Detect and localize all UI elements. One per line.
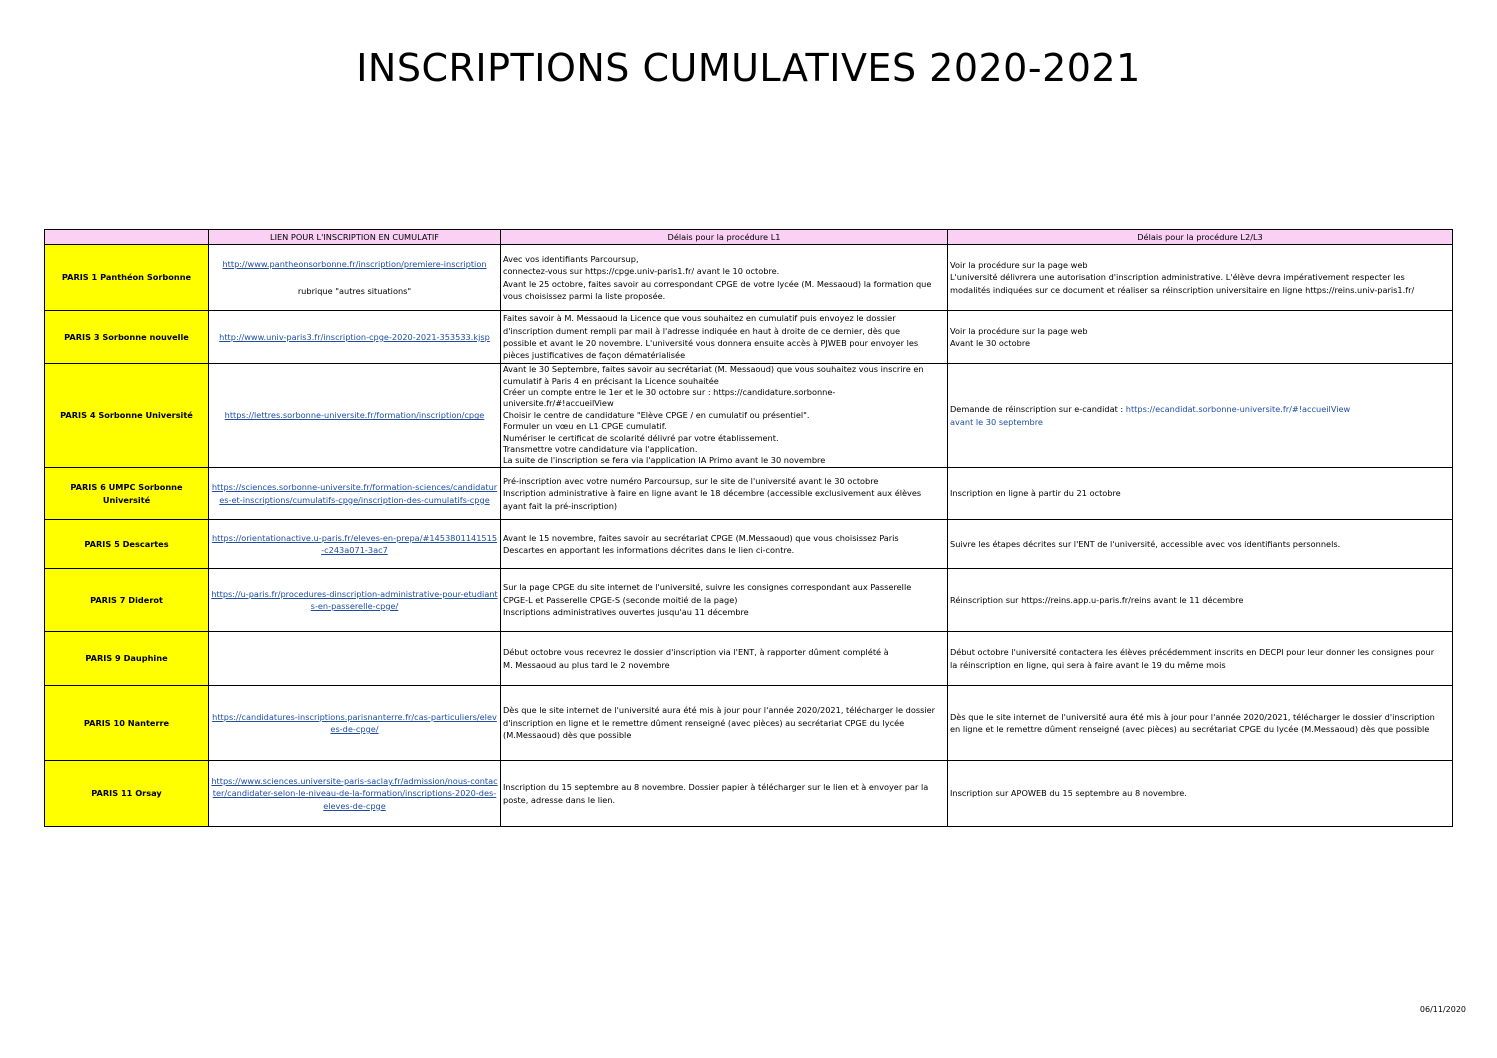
inscription-link[interactable]: https://sciences.sorbonne-universite.fr/formation-sciences/candidatures-et-inscriptions/cumulatifs-cpge/inscription-des-cumulatifs-cpge <box>211 482 498 505</box>
text-line: Faites savoir à M. Messaoud la Licence que vous souhaitez en cumulatif puis envoyez le dossier <box>503 313 896 324</box>
text-line: en ligne et le remettre dûment renseigné (avec pièces) au secrétariat CPGE du lycée (M.Messaoud) dès que possible <box>950 724 1430 734</box>
text-line: Numériser le certificat de scolarité délivré par votre établissement. <box>503 432 779 443</box>
table-row <box>45 468 1453 520</box>
text-line: Voir la procédure sur la page web <box>950 325 1088 336</box>
text-line: d'inscription dument rempli par mail à l'adresse indiquée en haut à droite de ce dernier, dès que <box>503 325 901 336</box>
text-line: la réinscription en ligne, qui sera à faire avant le 19 du même mois <box>950 659 1226 670</box>
text-line: poste, adresse dans le lien. <box>503 794 616 805</box>
footer-date: 06/11/2020 <box>1419 1005 1466 1014</box>
ecandidat-link[interactable]: https://ecandidat.sorbonne-universite.fr/#!accueilView <box>1125 404 1351 415</box>
table-row <box>45 761 1453 827</box>
text-line: d'inscription en ligne et le remettre dûment renseigné (avec pièces) au secrétariat CPGE du lycée <box>503 717 905 728</box>
text-line: Avant le 25 octobre, faites savoir au correspondant CPGE de votre lycée (M. Messaoud) la formation que <box>503 278 932 289</box>
header-link: LIEN POUR L'INSCRIPTION EN CUMULATIF <box>209 230 501 245</box>
university-name: PARIS 11 Orsay <box>45 761 209 827</box>
l23-cell <box>948 364 1453 468</box>
university-name: PARIS 5 Descartes <box>45 520 209 569</box>
text-line: Inscription du 15 septembre au 8 novembre. Dossier papier à télécharger sur le lien et à envoyer par la <box>503 782 929 793</box>
link-cell <box>209 686 501 761</box>
inscription-link[interactable]: https://www.sciences.universite-paris-saclay.fr/admission/nous-contacter/candidater-selon-le-niveau-de-la-formation/inscriptions-2020-des-eleves-de-cpge <box>211 775 498 811</box>
link-cell <box>209 364 501 468</box>
university-name: PARIS 9 Dauphine <box>45 632 209 686</box>
text-line: Choisir le centre de candidature "Elève CPGE / en cumulatif ou présentiel". <box>503 409 810 420</box>
text-line: possible et avant le 20 novembre. L'université vous donnera ensuite accès à PJWEB pour envoyer les <box>503 338 919 348</box>
l1-cell <box>501 569 948 632</box>
text-line: Début octobre l'université contactera les élèves précédemment inscrits en DECPI pour leur donner les consignes pour <box>950 647 1435 658</box>
l23-cell <box>948 686 1453 761</box>
l1-cell <box>501 632 948 686</box>
university-name: PARIS 1 Panthéon Sorbonne <box>45 245 209 311</box>
inscription-link[interactable]: http://www.univ-paris3.fr/inscription-cpge-2020-2021-353533.kjsp <box>219 331 490 342</box>
university-name: PARIS 10 Nanterre <box>45 686 209 761</box>
l1-cell <box>501 686 948 761</box>
university-name: PARIS 4 Sorbonne Université <box>45 364 209 468</box>
university-name: PARIS 7 Diderot <box>45 569 209 632</box>
text-line: Créer un compte entre le 1er et le 30 octobre sur : https://candidature.sorbonne- <box>503 386 836 397</box>
text-line: Sur la page CPGE du site internet de l'université, suivre les consignes correspondant aux Passerelle <box>503 582 912 593</box>
text-line: M. Messaoud au plus tard le 2 novembre <box>503 659 670 670</box>
link-note: rubrique "autres situations" <box>297 285 412 296</box>
university-name: PARIS 3 Sorbonne nouvelle <box>45 311 209 364</box>
text-line: avant le 30 septembre <box>950 416 1043 427</box>
l23-cell <box>948 468 1453 520</box>
link-cell <box>209 311 501 364</box>
text-line: Inscription administrative à faire en ligne avant le 18 décembre (accessible exclusivement aux élèves <box>503 488 922 499</box>
text-line: connectez-vous sur https://cpge.univ-paris1.fr/ avant le 10 octobre. <box>503 266 780 277</box>
l1-cell <box>501 364 948 468</box>
text-line: L'université délivrera une autorisation d'inscription administrative. L'élève devra impérativement respecter les <box>950 272 1405 283</box>
text-line: Dès que le site internet de l'université aura été mis à jour pour l'année 2020/2021, télécharger le dossier <box>503 705 936 716</box>
link-cell <box>209 468 501 520</box>
inscription-link[interactable]: https://u-paris.fr/procedures-dinscription-administrative-pour-etudiants-en-passerelle-cpge/ <box>211 588 498 611</box>
l1-cell <box>501 245 948 311</box>
text-line: Descartes en apportant les informations décrites dans le lien ci-contre. <box>503 545 795 555</box>
text-line: cumulatif à Paris 4 en précisant la Licence souhaitée <box>503 375 719 386</box>
header-l1: Délais pour la procédure L1 <box>501 230 948 245</box>
table-row <box>45 569 1453 632</box>
text-line: universite.fr/#!accueilView <box>503 398 614 409</box>
table-row <box>45 245 1453 311</box>
link-cell <box>209 245 501 311</box>
l1-cell <box>501 761 948 827</box>
text-line: Avant le 15 novembre, faites savoir au secrétariat CPGE (M.Messaoud) que vous choisissez Paris <box>503 532 899 543</box>
university-name: PARIS 6 UMPC Sorbonne Université <box>45 468 209 520</box>
l1-cell <box>501 520 948 569</box>
l23-cell <box>948 761 1453 827</box>
text-line: vous choisissez parmi la liste proposée. <box>503 290 666 301</box>
text-line: Inscription sur APOWEB du 15 septembre au 8 novembre. <box>950 788 1187 799</box>
link-cell <box>209 761 501 827</box>
text-line: Transmettre votre candidature via l'application. <box>503 444 698 455</box>
header-university <box>45 230 209 245</box>
link-cell <box>209 632 501 686</box>
link-cell <box>209 569 501 632</box>
text-line: Avant le 30 octobre <box>950 338 1031 348</box>
text-line <box>950 403 1450 415</box>
text-line: Inscription en ligne à partir du 21 octobre <box>950 488 1121 499</box>
table-row <box>45 364 1453 468</box>
text-line: Début octobre vous recevrez le dossier d'inscription via l'ENT, à rapporter dûment complété à <box>503 647 889 658</box>
page-title: INSCRIPTIONS CUMULATIVES 2020-2021 <box>356 46 1141 90</box>
l23-cell <box>948 311 1453 364</box>
table-row <box>45 686 1453 761</box>
inscription-link[interactable]: https://lettres.sorbonne-universite.fr/formation/inscription/cpge <box>224 410 485 421</box>
text-line: CPGE-L et Passerelle CPGE-S (seconde moitié de la page) <box>503 594 738 605</box>
text-line: Inscriptions administratives ouvertes jusqu'au 11 décembre <box>503 607 749 618</box>
l1-cell <box>501 311 948 364</box>
l23-prefix: Demande de réinscription sur e-candidat : <box>950 404 1124 415</box>
text-line: pièces justificatives de façon dématérialisée <box>503 350 686 361</box>
text-line: (M.Messaoud) dès que possible <box>503 730 632 741</box>
l1-cell <box>501 468 948 520</box>
table-row <box>45 632 1453 686</box>
text-line: Suivre les étapes décrites sur l'ENT de l'université, accessible avec vos identifiants personnels. <box>950 538 1341 549</box>
text-line: Avant le 30 Septembre, faites savoir au secrétariat (M. Messaoud) que vous souhaitez vous inscrire en <box>503 364 924 375</box>
inscription-link[interactable]: https://orientationactive.u-paris.fr/eleves-en-prepa/#1453801141515-c243a071-3ac7 <box>211 532 498 555</box>
table-header-row <box>45 230 1453 245</box>
inscription-link[interactable]: http://www.pantheonsorbonne.fr/inscription/premiere-inscription <box>222 259 487 270</box>
link-cell <box>209 520 501 569</box>
l23-cell <box>948 520 1453 569</box>
table-row <box>45 311 1453 364</box>
l23-cell <box>948 569 1453 632</box>
header-l23: Délais pour la procédure L2/L3 <box>948 230 1453 245</box>
text-line: Formuler un vœu en L1 CPGE cumulatif. <box>503 421 667 432</box>
l23-cell <box>948 632 1453 686</box>
inscription-link[interactable]: https://candidatures-inscriptions.parisnanterre.fr/cas-particuliers/eleves-de-cpge/ <box>212 711 497 734</box>
text-line: Réinscription sur https://reins.app.u-paris.fr/reins avant le 11 décembre <box>950 594 1244 605</box>
text-line: La suite de l'inscription se fera via l'application IA Primo avant le 30 novembre <box>503 455 826 466</box>
table-row <box>45 520 1453 569</box>
text-line: Dès que le site internet de l'université aura été mis à jour pour l'année 2020/2021, télécharger le dossier d'inscription <box>950 711 1435 722</box>
registration-table <box>44 229 1453 827</box>
text-line: Voir la procédure sur la page web <box>950 259 1088 270</box>
text-line: ayant fait la pré-inscription) <box>503 500 618 511</box>
text-line: Pré-inscription avec votre numéro Parcoursup, sur le site de l'université avant le 30 octobre <box>503 475 879 486</box>
l23-cell <box>948 245 1453 311</box>
text-line: Avec vos identifiants Parcoursup, <box>503 253 639 264</box>
text-line: modalités indiquées sur ce document et réaliser sa réinscription universitaire en ligne https://reins.univ-paris1.fr/ <box>950 284 1415 295</box>
